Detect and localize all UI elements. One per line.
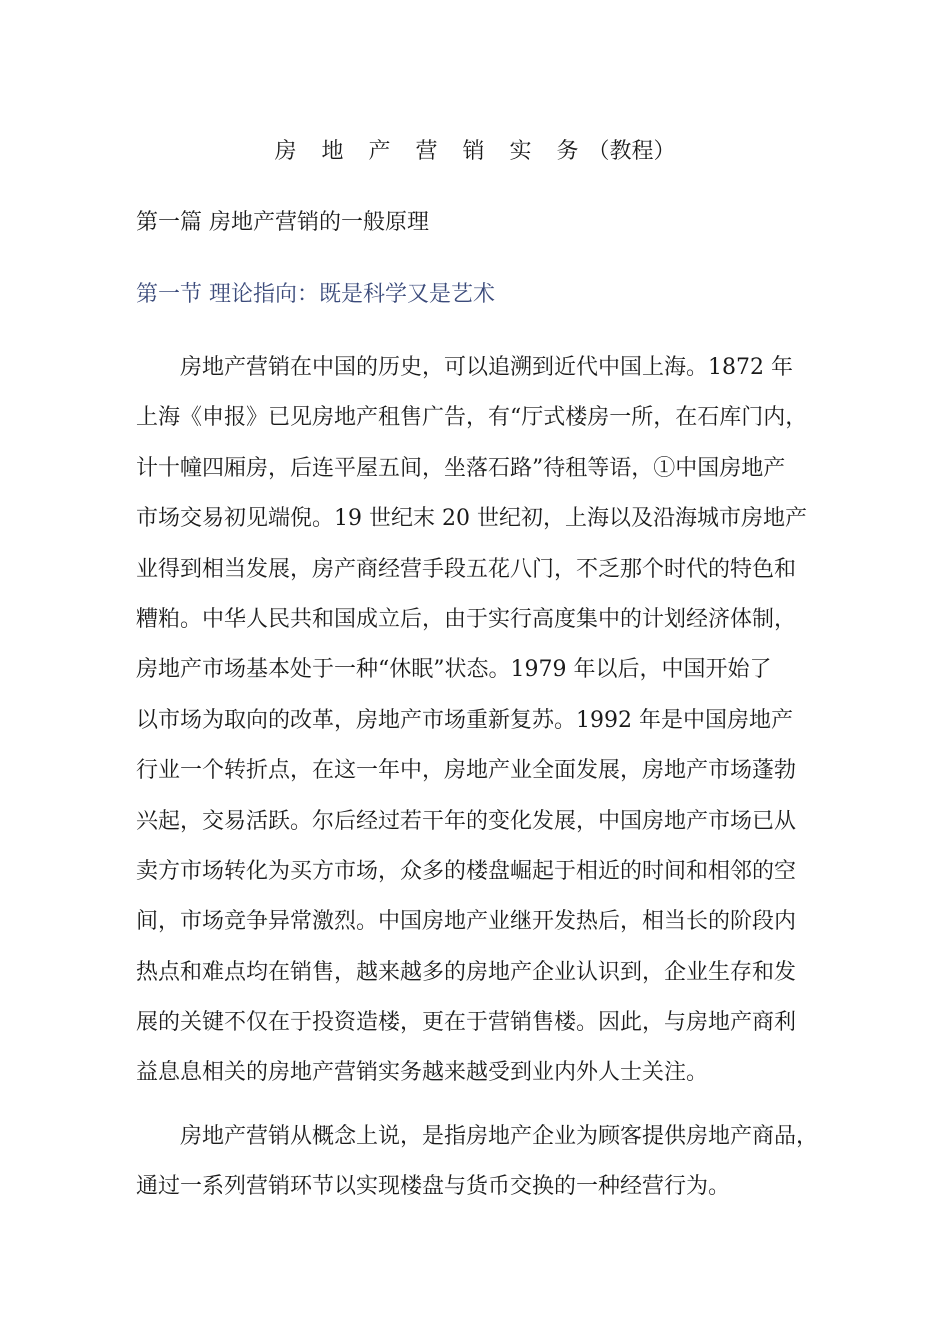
paragraph-line: 市场交易初见端倪。19 世纪末 20 世纪初，上海以及沿海城市房地产 — [136, 506, 807, 532]
paragraph-line: 计十幢四厢房，后连平屋五间，坐落石路”待租等语，①中国房地产 — [136, 455, 786, 481]
paragraph-line: 房地产营销从概念上说，是指房地产企业为顾客提供房地产商品， — [180, 1124, 819, 1149]
paragraph-line: 兴起，交易活跃。尔后经过若干年的变化发展，中国房地产市场已从 — [136, 808, 797, 834]
paragraph-line: 行业一个转折点，在这一年中，房地产业全面发展，房地产市场蓬勃 — [136, 758, 797, 784]
paragraph-line: 热点和难点均在销售，越来越多的房地产企业认识到，企业生存和发 — [136, 959, 797, 985]
paragraph-line: 房地产营销在中国的历史，可以追溯到近代中国上海。1872 年 — [180, 355, 793, 380]
part-heading: 第一篇 房地产营销的一般原理 — [136, 210, 429, 235]
paragraph-line: 以市场为取向的改革，房地产市场重新复苏。1992 年是中国房地产 — [136, 707, 793, 733]
paragraph-line: 业得到相当发展，房产商经营手段五花八门，不乏那个时代的特色和 — [136, 556, 797, 582]
paragraph-line: 卖方市场转化为买方市场，众多的楼盘崛起于相近的时间和相邻的空 — [136, 858, 797, 884]
document-title-main: 房 地 产 营 销 实 务 — [274, 139, 588, 164]
document-title-subtitle: （教程） — [587, 139, 676, 164]
document-title — [0, 136, 950, 168]
section-heading: 第一节 理论指向：既是科学又是艺术 — [136, 282, 495, 307]
paragraph-line: 通过一系列营销环节以实现楼盘与货币交换的一种经营行为。 — [136, 1174, 731, 1200]
paragraph-line: 上海《申报》已见房地产租售广告，有“厅式楼房一所，在石库门内， — [136, 405, 808, 431]
paragraph-line: 糟粕。中华人民共和国成立后，由于实行高度集中的计划经济体制， — [136, 606, 797, 632]
paragraph-line: 间，市场竞争异常激烈。中国房地产业继开发热后，相当长的阶段内 — [136, 909, 797, 935]
paragraph-line: 房地产市场基本处于一种“休眠”状态。1979 年以后，中国开始了 — [136, 657, 772, 683]
body-paragraph-1 — [136, 343, 826, 1099]
paragraph-line: 益息息相关的房地产营销实务越来越受到业内外人士关注。 — [136, 1060, 709, 1086]
paragraph-line: 展的关键不仅在于投资造楼，更在于营销售楼。因此，与房地产商利 — [136, 1010, 797, 1036]
body-paragraph-2 — [136, 1112, 826, 1213]
